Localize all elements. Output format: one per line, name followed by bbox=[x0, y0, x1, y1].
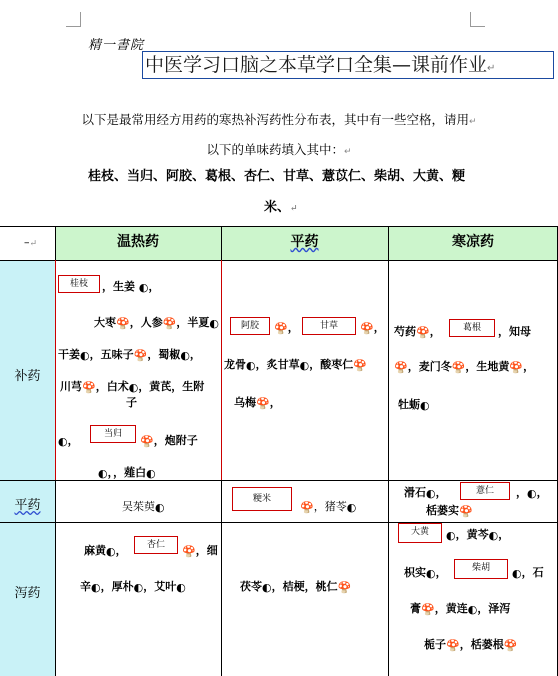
answer-box[interactable]: 当归 bbox=[90, 425, 136, 443]
mushroom-icon: 🍄 bbox=[421, 602, 435, 616]
mushroom-icon: 🍄 bbox=[451, 360, 466, 374]
half-circle-icon: ◐ bbox=[91, 580, 101, 594]
answer-box[interactable]: 葛根 bbox=[449, 319, 495, 337]
grid-line bbox=[0, 522, 558, 523]
icon-entry: ，◐， bbox=[516, 486, 548, 500]
icon-entry: 🍄， bbox=[360, 321, 385, 335]
half-circle-icon: ◐ bbox=[98, 466, 108, 480]
answer-box[interactable]: 桂枝 bbox=[58, 275, 100, 293]
mushroom-icon: 🍄 bbox=[503, 638, 518, 652]
red-grid-line bbox=[221, 260, 222, 480]
column-header-neutral-text: 平药 bbox=[290, 234, 319, 250]
half-circle-icon: ◐ bbox=[133, 580, 144, 594]
herb-entry: 大枣🍄，人参🍄，半夏◐ bbox=[94, 316, 220, 330]
herb-entry: 牡蛎◐ bbox=[398, 398, 430, 412]
herb-entry: 辛◐，厚朴◐，艾叶◐ bbox=[80, 580, 186, 594]
column-header-cold: 寒凉药 bbox=[388, 226, 558, 260]
grid-line bbox=[221, 226, 222, 260]
herb-entry: ，知母 bbox=[498, 325, 531, 338]
half-circle-icon: ◐ bbox=[58, 434, 68, 448]
crop-mark-top-right bbox=[470, 12, 485, 27]
herb-entry: 干姜◐，五味子🍄，蜀椒◐， bbox=[58, 348, 201, 362]
herb-entry: 栝蒌实🍄 bbox=[426, 504, 473, 518]
half-circle-icon: ◐ bbox=[80, 348, 90, 362]
herb-entry: 🍄，细 bbox=[182, 544, 218, 558]
half-circle-icon: ◐ bbox=[467, 602, 478, 616]
herb-entry: 滑石◐， bbox=[404, 486, 447, 500]
mushroom-icon: 🍄 bbox=[360, 321, 374, 335]
return-mark-icon: ↵ bbox=[290, 204, 298, 214]
row-header-purge: 泻药 bbox=[0, 522, 55, 676]
page-title-text: 中医学习口脑之本草学口全集—课前作业 bbox=[145, 54, 488, 76]
row-header-tonic: 补药 bbox=[0, 260, 55, 480]
grid-line bbox=[0, 260, 558, 261]
column-header-neutral bbox=[221, 226, 388, 260]
answer-box[interactable]: 阿胶 bbox=[230, 317, 270, 335]
herb-list-line-2-text: 米、 bbox=[264, 200, 291, 215]
half-circle-icon: ◐ bbox=[299, 358, 310, 372]
half-circle-icon: ◐ bbox=[446, 528, 456, 542]
mushroom-icon: 🍄 bbox=[353, 358, 367, 372]
crop-mark-top-left bbox=[66, 12, 81, 27]
mushroom-icon: 🍄 bbox=[82, 380, 96, 394]
logo: 精一書院 bbox=[88, 38, 145, 53]
intro-line-1-text: 以下是最常用经方用药的寒热补泻药性分布表，其中有一些空格，请用 bbox=[81, 112, 469, 127]
icon-entry: 🍄， bbox=[274, 321, 299, 335]
half-circle-icon: ◐ bbox=[155, 500, 165, 514]
half-circle-icon: ◐ bbox=[128, 380, 139, 394]
half-circle-icon: ◐ bbox=[138, 280, 149, 294]
table-corner: –↵ bbox=[24, 236, 38, 249]
herb-entry: 麻黄◐， bbox=[84, 544, 127, 558]
mushroom-icon: 🍄 bbox=[140, 434, 154, 448]
half-circle-icon: ◐ bbox=[488, 528, 499, 542]
herb-entry: 子 bbox=[126, 396, 137, 409]
answer-box[interactable]: 薏仁 bbox=[460, 482, 510, 500]
mushroom-icon: 🍄 bbox=[116, 316, 130, 330]
answer-box[interactable]: 柴胡 bbox=[454, 559, 508, 579]
return-mark-icon: ↵ bbox=[487, 63, 496, 74]
mushroom-icon: 🍄 bbox=[459, 504, 473, 518]
herb-entry: 芍药🍄， bbox=[394, 325, 441, 339]
half-circle-icon: ◐ bbox=[426, 486, 436, 500]
mushroom-icon: 🍄 bbox=[182, 544, 196, 558]
herb-entry: 枳实◐， bbox=[404, 566, 447, 580]
mushroom-icon: 🍄 bbox=[394, 360, 408, 374]
return-mark-icon: ↵ bbox=[343, 147, 352, 157]
herb-entry: 乌梅🍄， bbox=[234, 396, 281, 410]
mushroom-icon: 🍄 bbox=[416, 325, 430, 339]
herb-entry: 膏🍄，黄连◐，泽泻 bbox=[410, 602, 511, 616]
mushroom-icon: 🍄 bbox=[337, 580, 352, 594]
answer-box[interactable]: 粳米 bbox=[232, 487, 292, 511]
half-circle-icon: ◐ bbox=[209, 316, 220, 330]
half-circle-icon: ◐ bbox=[180, 348, 190, 362]
half-circle-icon: ◐ bbox=[346, 500, 357, 514]
mushroom-icon: 🍄 bbox=[274, 321, 288, 335]
herb-list-line-1: 桂枝、当归、阿胶、葛根、杏仁、甘草、薏苡仁、柴胡、大黄、粳 bbox=[88, 169, 466, 184]
grid-line bbox=[388, 226, 389, 676]
half-circle-icon: ◐ bbox=[527, 486, 537, 500]
mushroom-icon: 🍄 bbox=[446, 638, 460, 652]
herb-entry: 🍄，猪苓◐ bbox=[300, 500, 357, 514]
mushroom-icon: 🍄 bbox=[162, 316, 177, 330]
herb-entry: 茯苓◐，桔梗，桃仁🍄 bbox=[240, 580, 352, 594]
half-circle-icon: ◐ bbox=[106, 544, 116, 558]
mushroom-icon: 🍄 bbox=[509, 360, 524, 374]
herb-entry: ，生姜 ◐， bbox=[102, 280, 160, 294]
row-header-neutral bbox=[0, 480, 55, 522]
half-circle-icon: ◐ bbox=[512, 566, 522, 580]
grid-line bbox=[221, 480, 222, 676]
property-table bbox=[0, 226, 558, 676]
half-circle-icon: ◐ bbox=[246, 358, 256, 372]
mushroom-icon: 🍄 bbox=[256, 396, 270, 410]
intro-line-1 bbox=[0, 110, 558, 128]
half-circle-icon: ◐ bbox=[176, 580, 186, 594]
answer-box[interactable]: 大黄 bbox=[398, 523, 442, 543]
return-mark-icon: ↵ bbox=[468, 117, 477, 127]
red-grid-line bbox=[55, 260, 56, 480]
grid-line bbox=[0, 480, 558, 481]
herb-list-line-2 bbox=[264, 196, 298, 215]
mushroom-icon: 🍄 bbox=[133, 348, 148, 362]
column-header-warm: 温热药 bbox=[55, 226, 221, 260]
mushroom-icon: 🍄 bbox=[300, 500, 314, 514]
half-circle-icon: ◐ bbox=[262, 580, 272, 594]
half-circle-icon: ◐ bbox=[146, 466, 156, 480]
grid-line bbox=[0, 226, 558, 227]
page-title[interactable] bbox=[142, 51, 554, 79]
herb-entry: 龙骨◐，炙甘草◐，酸枣仁🍄 bbox=[224, 358, 367, 372]
herb-entry: 🍄，炮附子 bbox=[140, 434, 198, 448]
herb-entry: 川芎🍄，白术◐，黄芪，生附 bbox=[60, 380, 205, 394]
half-circle-icon: ◐ bbox=[420, 398, 430, 412]
row-header-neutral-text: 平药 bbox=[14, 498, 41, 513]
half-circle-icon: ◐ bbox=[426, 566, 436, 580]
herb-entry: ◐， bbox=[58, 434, 79, 448]
intro-line-2-text: 以下的单味药填入其中： bbox=[206, 142, 344, 157]
intro-line-2 bbox=[0, 140, 558, 158]
herb-entry: 栀子🍄，栝蒌根🍄 bbox=[424, 638, 518, 652]
herb-entry: 🍄，麦门冬🍄，生地黄🍄， bbox=[394, 360, 535, 374]
answer-box[interactable]: 甘草 bbox=[302, 317, 356, 335]
herb-entry: ◐，黄芩◐， bbox=[446, 528, 510, 542]
answer-box[interactable]: 杏仁 bbox=[134, 536, 178, 554]
herb-entry: ◐，石 bbox=[512, 566, 544, 580]
herb-entry: 吴茱萸◐ bbox=[122, 500, 165, 514]
herb-entry: ◐，，薤白◐ bbox=[98, 466, 156, 480]
